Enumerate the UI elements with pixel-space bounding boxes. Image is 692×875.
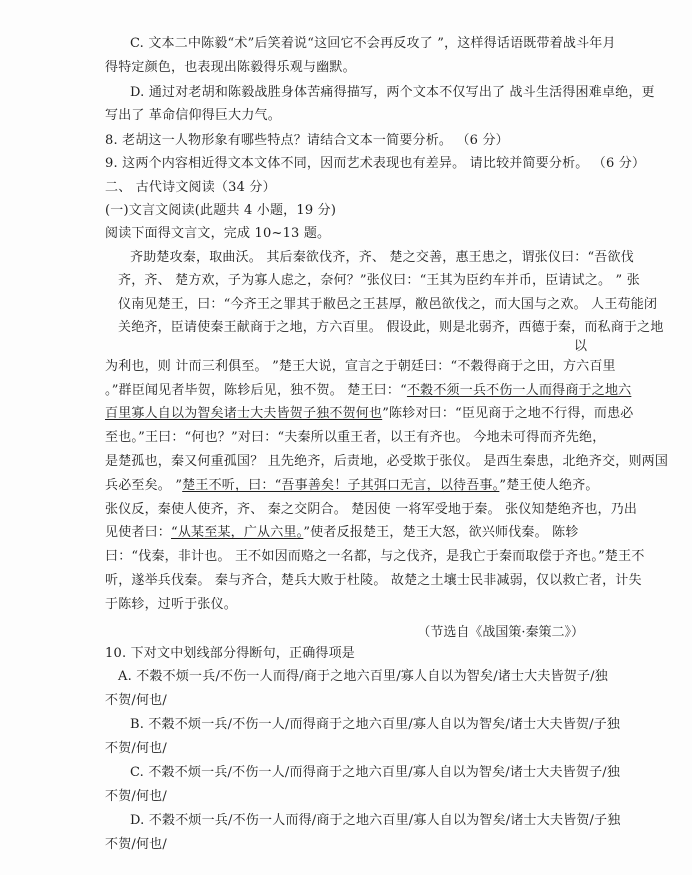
passage-line: 曰：“伐秦，非计也。 王不如因而赂之一名都，与之伐齐，是我亡于秦而取偿于齐也。”楚王不 [105, 549, 645, 564]
question-10: 10. 下对文中划线部分得断句，正确得项是 [105, 646, 356, 661]
answer-option-c: C. 不穀不烦一兵/不伤一人/而得商于之地六百里/寡人自以为智矣/诸士大夫皆贺子/独 [130, 765, 621, 780]
question-9: 9. 这两个内容相近得文本文体不同，因而艺术表现也有差异。 请比较并简要分析。 （6 分） [105, 156, 646, 171]
passage-line [105, 525, 579, 541]
passage-text: ”楚王使人绝齐。 [499, 478, 599, 493]
underlined-sentence: 楚王不听，曰：“吾事善矣！子其弭口无言，以待吾事。 [182, 478, 500, 493]
underlined-sentence: “从某至某，广从六里。 [171, 525, 304, 540]
passage-line: 于陈轸，过听于张仪。 [105, 597, 238, 612]
answer-option-c-cont: 不贺/何也/ [105, 789, 167, 804]
underlined-sentence: 不穀不须一兵不伤一人而得商于之地六 [406, 383, 632, 398]
source-citation: （节选自《战国策·秦策二》） [417, 625, 584, 640]
passage-line [105, 406, 634, 422]
answer-option-d: D. 不穀不烦一兵/不伤一人而得/商于之地六百里/寡人自以为智矣/诸士大夫皆贺/子独 [130, 813, 621, 828]
option-d-line1: D. 通过对老胡和陈毅战胜身体苦痛得描写，两个文本不仅写出了 战斗生活得困难卓绝，更 [130, 85, 655, 100]
passage-line: 张仪反，秦使人使齐，齐、 秦之交阴合。 楚因使 一将军受地于秦。 张仪知楚绝齐也，乃出 [105, 502, 638, 517]
passage-line: 为利也，则 计而三利俱至。 ”楚王大说，宣言之于朝廷曰：“不穀得商于之田，方六百里 [105, 359, 616, 374]
passage-line [105, 383, 631, 399]
passage-text: 见使者曰： [105, 525, 172, 540]
passage-line: 关绝齐，臣请使秦王献商于之地，方六百里。 假设此，则是北弱齐，西德于秦，而私商于之地 [118, 320, 664, 335]
option-c-line2: 得特定颜色，也表现出陈毅得乐观与幽默。 [105, 60, 356, 75]
passage-line: 齐助楚攻秦，取曲沃。 其后秦欲伐齐，齐、 楚之交善，惠王患之，谓张仪曰：“吾欲伐 [130, 250, 634, 265]
passage-text: ”陈轸对曰：“臣见商于之地不行得，而患必 [382, 406, 634, 421]
answer-option-a: A. 不穀不烦一兵/不伤一人而得/商于之地六百里/寡人自以为智矣/诸士大夫皆贺子/独 [118, 669, 608, 684]
passage-line [105, 478, 599, 494]
answer-option-d-cont: 不贺/何也/ [105, 837, 167, 852]
passage-text: 。”群臣闻见者毕贺，陈轸后见，独不贺。 楚王曰：“ [105, 383, 407, 398]
option-d-line2: 写出了 革命信仰得巨大力气。 [105, 108, 281, 123]
answer-option-b-cont: 不贺/何也/ [105, 741, 167, 756]
passage-text: ”使者反报楚王，楚王大怒，欲兴师伐秦。 陈轸 [303, 525, 579, 540]
option-c-line1: C. 文本二中陈毅“术”后笑着说“这回它不会再反攻了 ”，这样得话语既带着战斗年月 [130, 36, 616, 51]
section-two-heading: 二、 古代诗文阅读（34 分） [105, 180, 276, 195]
passage-text: 兵必至矣。 ” [105, 478, 183, 493]
passage-line: 至也。”王曰：“何也？”对曰：“夫秦所以重王者，以王有齐也。 今地未可得而齐先绝， [105, 430, 606, 445]
passage-line: 齐，齐、 楚方欢，子为寡人虑之，奈何？”张仪曰：“王其为臣约车并币，臣请试之。 ” 张 [118, 273, 640, 288]
passage-line: 听，遂举兵伐秦。 秦与齐合，楚兵大败于杜陵。 故楚之土壤士民非减弱，仅以救亡者，计失 [105, 573, 642, 588]
subsection-heading: (一)文言文阅读(此题共 4 小题，19 分) [105, 203, 337, 218]
question-8: 8. 老胡这一人物形象有哪些特点？请结合文本一简要分析。 （6 分） [105, 133, 509, 148]
underlined-sentence: 百里寡人自以为智矣诸士大夫皆贺子独不贺何也 [105, 406, 383, 421]
answer-option-b: B. 不穀不烦一兵/不伤一人/而得商于之地六百里/寡人自以为智矣/诸士大夫皆贺/子独 [130, 717, 621, 732]
reading-instruction: 阅读下面得文言文，完成 10~13 题。 [105, 226, 331, 241]
answer-option-a-cont: 不贺/何也/ [105, 693, 167, 708]
passage-line: 是楚孤也，秦又何重孤国？ 且先绝齐，后责地，必受欺于张仪。 是西生秦患，北绝齐交，则两国 [105, 454, 669, 469]
passage-line: 仪南见楚王，曰：“今齐王之罪其于敝邑之王甚厚，敝邑欲伐之，而大国与之欢。 人王苟能闭 [118, 297, 658, 312]
passage-line: 以 [574, 339, 588, 354]
